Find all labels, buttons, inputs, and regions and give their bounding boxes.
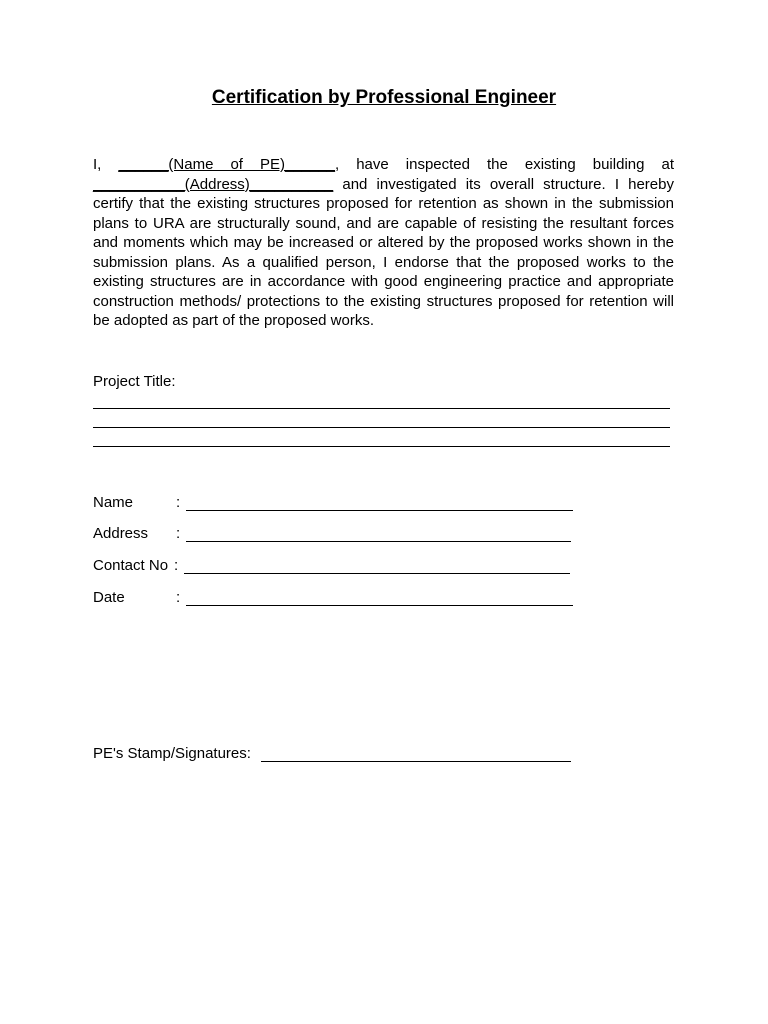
paragraph-lead: I, — [93, 156, 119, 173]
contact-input-line[interactable] — [184, 573, 570, 574]
name-of-pe-blank[interactable]: ______(Name of PE)______ — [118, 156, 336, 173]
project-title-line-1[interactable] — [93, 408, 670, 409]
signature-input-line[interactable] — [261, 761, 571, 762]
certification-paragraph — [93, 155, 674, 331]
contact-field — [93, 557, 693, 577]
date-input-line[interactable] — [186, 605, 573, 606]
address-blank[interactable]: ___________(Address)__________ — [93, 175, 334, 193]
date-label: Date — [93, 589, 125, 606]
name-colon: : — [176, 494, 181, 511]
date-field — [93, 589, 693, 609]
project-title-line-2[interactable] — [93, 427, 670, 428]
paragraph-rest: and investigated its overall structure. I hereby certify that the existing structures proposed for retention as shown in the submission plans to URA are structurally sound, and are capable of resisting the resultant forces and moments which may be increased or altered by the proposed works shown in the submission plans. As a qualified person, I endorse that the proposed works to the existing structures are in accordance with good engineering practice and appropriate construction methods/ protections to the existing structures proposed for retention will be adopted as part of the proposed works. — [93, 175, 674, 329]
contact-label: Contact No — [93, 557, 169, 574]
name-input-line[interactable] — [186, 510, 573, 511]
address-field — [93, 525, 693, 545]
address-input-line[interactable] — [186, 541, 571, 542]
address-colon: : — [176, 525, 181, 542]
signature-field — [93, 745, 693, 765]
page-title: Certification by Professional Engineer — [211, 87, 557, 108]
project-title-label: Project Title: — [93, 373, 176, 390]
project-title-line-3[interactable] — [93, 446, 670, 447]
date-colon: : — [176, 589, 181, 606]
name-label: Name — [93, 494, 134, 511]
signature-label: PE's Stamp/Signatures: — [93, 745, 251, 762]
paragraph-after-name: , have inspected the existing building at — [335, 156, 674, 173]
address-label: Address — [93, 525, 149, 542]
name-field — [93, 494, 693, 514]
contact-colon: : — [174, 557, 179, 574]
